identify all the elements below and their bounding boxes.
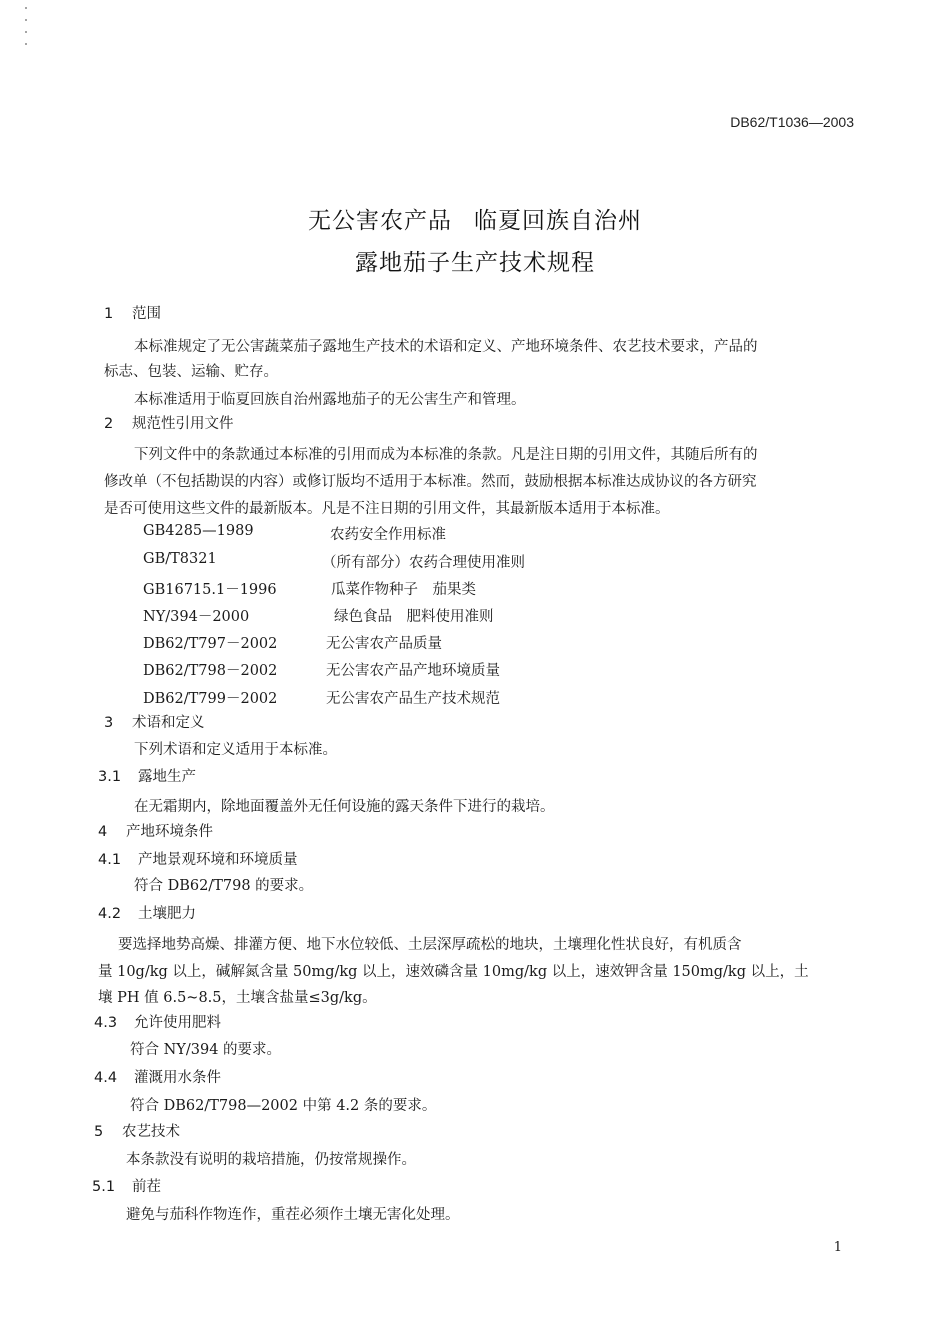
section-4-2-heading xyxy=(98,904,196,924)
section-5-heading xyxy=(94,1122,180,1142)
paragraph-line: 符合 DB62/T798—2002 中第 4.2 条的要求。 xyxy=(130,1098,437,1114)
reference-name: 农药安全作用标准 xyxy=(330,527,446,543)
reference-name: 无公害农产品质量 xyxy=(326,636,442,652)
paragraph-line: 符合 NY/394 的要求。 xyxy=(130,1042,282,1058)
section-number: 4 xyxy=(98,824,108,840)
section-title: 露地生产 xyxy=(138,769,196,785)
section-2-heading xyxy=(104,414,234,434)
section-number: 4.4 xyxy=(94,1070,118,1086)
section-number: 4.2 xyxy=(98,906,122,922)
section-number: 2 xyxy=(104,416,114,432)
reference-name: 绿色食品 肥料使用准则 xyxy=(334,609,494,625)
section-number: 1 xyxy=(104,306,114,322)
paragraph-line: 下列文件中的条款通过本标准的引用而成为本标准的条款。凡是注日期的引用文件，其随后所有的 xyxy=(134,447,758,463)
reference-code: DB62/T797－2002 xyxy=(143,636,278,652)
section-number: 4.3 xyxy=(94,1015,118,1031)
section-title: 产地景观环境和环境质量 xyxy=(138,852,298,868)
document-title-line1 xyxy=(0,202,950,235)
title-part-a: 无公害农产品 xyxy=(308,208,452,234)
page-number: 1 xyxy=(833,1240,842,1255)
section-number: 5.1 xyxy=(92,1179,116,1195)
section-3-1-heading xyxy=(98,767,196,787)
reference-code: GB4285—1989 xyxy=(143,523,254,539)
paragraph-line: 在无霜期内，除地面覆盖外无任何设施的露天条件下进行的栽培。 xyxy=(134,799,555,815)
reference-name: 无公害农产品产地环境质量 xyxy=(326,663,500,679)
reference-code: GB16715.1－1996 xyxy=(143,582,277,598)
section-1-heading xyxy=(104,304,161,324)
document-title-line2: 露地茄子生产技术规程 xyxy=(355,250,595,276)
section-title: 术语和定义 xyxy=(132,715,205,731)
section-4-4-heading xyxy=(94,1068,221,1088)
paragraph-line: 修改单（不包括勘误的内容）或修订版均不适用于本标准。然而，鼓励根据本标准达成协议的各方研究 xyxy=(104,474,757,490)
section-title: 农艺技术 xyxy=(122,1124,180,1140)
section-4-heading xyxy=(98,822,213,842)
reference-code: GB/T8321 xyxy=(143,551,217,567)
paragraph-line: 标志、包装、运输、贮存。 xyxy=(104,364,278,380)
paragraph-line: 量 10g/kg 以上，碱解氮含量 50mg/kg 以上，速效磷含量 10mg/kg 以上，速效钾含量 150mg/kg 以上，土 xyxy=(98,964,809,980)
section-number: 3 xyxy=(104,715,114,731)
paragraph-line: 本标准规定了无公害蔬菜茄子露地生产技术的术语和定义、产地环境条件、农艺技术要求，产品的 xyxy=(134,339,758,355)
reference-code: DB62/T798－2002 xyxy=(143,663,278,679)
section-number: 5 xyxy=(94,1124,104,1140)
section-number: 3.1 xyxy=(98,769,122,785)
binding-marks xyxy=(22,0,36,60)
paragraph-line: 符合 DB62/T798 的要求。 xyxy=(134,878,314,894)
paragraph-line: 避免与茄科作物连作，重茬必须作土壤无害化处理。 xyxy=(126,1207,460,1223)
section-title: 范围 xyxy=(132,306,161,322)
reference-name: 无公害农产品生产技术规范 xyxy=(326,691,500,707)
title-part-b: 临夏回族自治州 xyxy=(474,208,642,234)
paragraph-line: 本条款没有说明的栽培措施，仍按常规操作。 xyxy=(126,1152,416,1168)
section-number: 4.1 xyxy=(98,852,122,868)
standard-code: DB62/T1036—2003 xyxy=(730,114,854,130)
section-title: 产地环境条件 xyxy=(126,824,213,840)
section-4-3-heading xyxy=(94,1013,221,1033)
section-title: 土壤肥力 xyxy=(138,906,196,922)
section-3-heading xyxy=(104,713,205,733)
paragraph-line: 要选择地势高燥、排灌方便、地下水位较低、土层深厚疏松的地块，土壤理化性状良好，有机质含 xyxy=(118,937,742,953)
paragraph-line: 是否可使用这些文件的最新版本。凡是不注日期的引用文件，其最新版本适用于本标准。 xyxy=(104,501,670,517)
section-title: 前茬 xyxy=(132,1179,161,1195)
paragraph-line: 本标准适用于临夏回族自治州露地茄子的无公害生产和管理。 xyxy=(134,392,526,408)
reference-name: 瓜菜作物种子 茄果类 xyxy=(331,582,476,598)
section-4-1-heading xyxy=(98,850,298,870)
paragraph-line: 下列术语和定义适用于本标准。 xyxy=(134,742,337,758)
paragraph-line: 壤 PH 值 6.5~8.5，土壤含盐量≤3g/kg。 xyxy=(98,990,377,1006)
reference-name: （所有部分）农药合理使用准则 xyxy=(322,555,525,571)
section-title: 允许使用肥料 xyxy=(134,1015,221,1031)
section-title: 灌溉用水条件 xyxy=(134,1070,221,1086)
section-5-1-heading xyxy=(92,1177,161,1197)
reference-code: DB62/T799－2002 xyxy=(143,691,278,707)
reference-code: NY/394－2000 xyxy=(143,609,250,625)
section-title: 规范性引用文件 xyxy=(132,416,234,432)
